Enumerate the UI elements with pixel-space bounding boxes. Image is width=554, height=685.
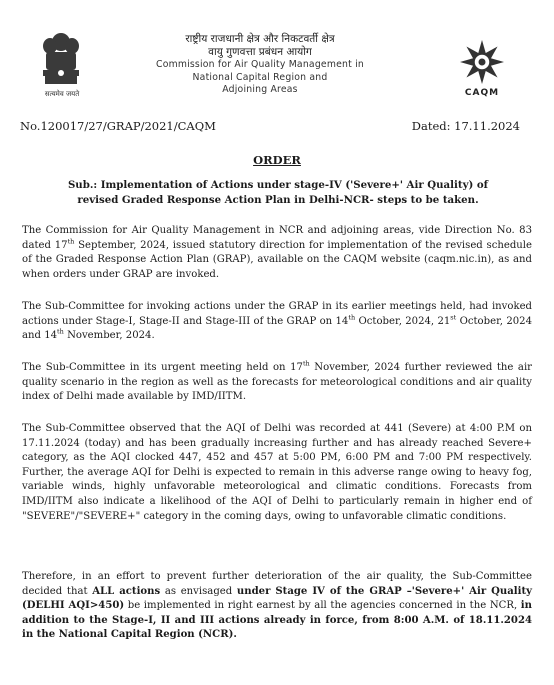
p3-sup: th [302, 359, 310, 368]
hindi-name-line2: वायु गुणवत्ता प्रबंधन आयोग [208, 46, 312, 58]
emblem-motto: सत्यमेव जयते [44, 90, 80, 98]
p3-text-a: The Sub-Committee in its urgent meeting held on 17 [22, 362, 303, 373]
paragraph-5 [22, 570, 532, 643]
subject-line1: Sub.: Implementation of Actions under stage-IV ('Severe+' Air Quality) of [67, 179, 489, 191]
english-name-line2: National Capital Region and [192, 71, 328, 83]
paragraph-1 [22, 224, 532, 282]
p3-text-b: November, 2024 further reviewed the air quality scenario in the region as well as the forecasts for meteorological conditions and air quality index of Delhi made available by IMD/IITM. [22, 362, 533, 403]
p2-text-c: October, 2024 and 14 [22, 315, 533, 342]
paragraph-4: The Sub-Committee observed that the AQI of Delhi was recorded at 441 (Severe) at 4:00 P.M on 17.11.2024 (today) and has been gradually increasing further and has already reached Severe+ category, as the AQI clocked 447, 452 and 457 at 5:00 PM, 6:00 PM and 7:00 PM respectively. Further, the average AQI for Delhi is expected to remain in this adverse range owing to heavy fog, variable winds, highly unfavorable meteorological and climatic conditions. Forecasts from IMD/IITM also indicate a likelihood of the AQI of Delhi to particularly remain in higher end of "SEVERE"/"SEVERE+" category in the coming days, owing to unfavorable climatic conditions. [22, 423, 532, 522]
logo-caption: CAQM [464, 88, 500, 98]
order-date: Dated: 17.11.2024 [411, 119, 520, 133]
p2-text-b: October, 2024, 21 [355, 315, 451, 327]
p5-bold-all-actions: ALL actions [92, 585, 161, 597]
subject [26, 178, 530, 208]
p5-text-e: be implemented in right earnest by all the agencies concerned in the NCR, [124, 600, 521, 612]
paragraph-3 [22, 361, 532, 405]
document-title: ORDER [253, 153, 301, 167]
paragraph-2 [22, 300, 532, 344]
organization-name [120, 33, 400, 97]
p1-text-b: September, 2024, issued statutory direction for implementation of the revised schedule of the Graded Response Action Plan (GRAP), available on the CAQM website (caqm.nic.in), as and when orders under GRAP are invoked. [22, 239, 532, 280]
subject-line2: revised Graded Response Action Plan in Delhi-NCR- steps to be taken. [77, 194, 479, 206]
p1-sup: th [67, 237, 75, 246]
p5-text-c: as envisaged [160, 585, 237, 597]
p2-text-d: November, 2024. [63, 330, 155, 342]
hindi-name-line1: राष्ट्रीय राजधानी क्षेत्र और निकटवर्ती क्षेत्र [185, 33, 335, 45]
p2-text-a: The Sub-Committee for invoking actions under the GRAP in its earlier meetings held, had invoked actions under Stage-I, Stage-II and Stage-III of the GRAP on 14 [22, 301, 532, 327]
p5-bold-effective: in addition to the Stage-I, II and III actions already in force, from 8:00 A.M. of 18.11.2024 in the National Capital Region (NCR). [22, 600, 532, 641]
p2-sup-2: st [450, 313, 457, 322]
p1-text-a: The Commission for Air Quality Management in NCR and adjoining areas, vide Direction No. 83 dated 17 [22, 225, 532, 251]
english-name-line3: Adjoining Areas [222, 84, 298, 95]
p2-sup-3: th [57, 327, 64, 336]
p5-text-a: Therefore, in an effort to prevent further deterioration of the air quality, the Sub-Committee decided that [22, 571, 532, 597]
letterhead [0, 0, 554, 108]
caqm-logo-icon [452, 34, 512, 94]
english-name-line1: Commission for Air Quality Management in [156, 59, 364, 70]
p5-bold-stage-iv: under Stage IV of the GRAP –'Severe+' Air Quality (DELHI AQI>450) [22, 585, 532, 612]
reference-number: No.120017/27/GRAP/2021/CAQM [20, 119, 216, 133]
p2-sup-1: th [348, 313, 356, 322]
